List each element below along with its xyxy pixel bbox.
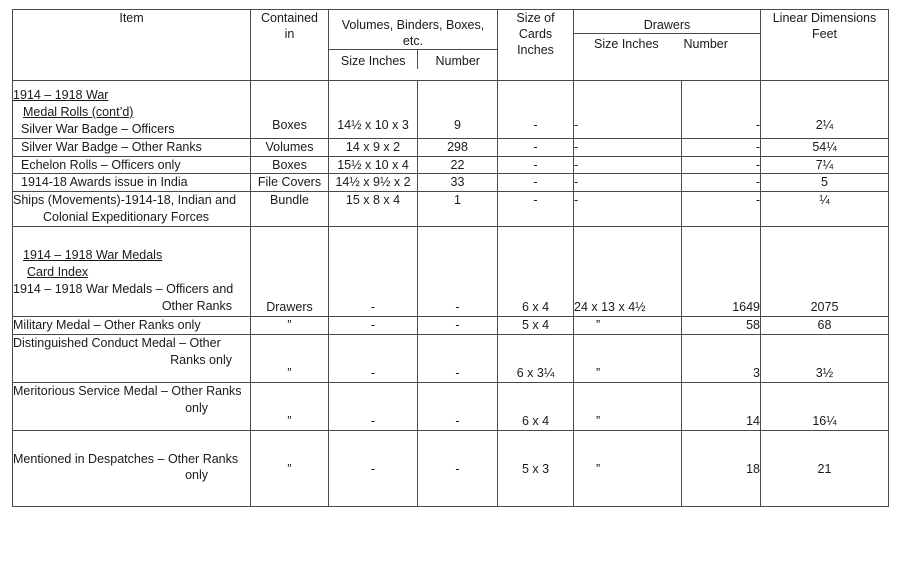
column-header-contained-in: [251, 10, 329, 81]
volume-number-cell: -: [418, 316, 498, 334]
item-cell: [13, 227, 251, 317]
header-drawers-size-line1: Size: [594, 37, 619, 51]
cards-size-cell: -: [498, 138, 574, 156]
volume-size-cell: -: [329, 227, 418, 317]
drawers-size-cell: ”: [574, 316, 682, 334]
row-item-label: 1914 – 1918 War Medals – Officers and: [13, 281, 234, 296]
volume-number-cell: 9: [418, 81, 498, 139]
volume-number-cell: 298: [418, 138, 498, 156]
table-row: [13, 430, 889, 507]
item-cell: [13, 382, 251, 430]
row-item-label-line2: Ranks only: [170, 352, 232, 367]
drawers-number-cell: 14: [682, 382, 761, 430]
linear-cell: 5: [761, 174, 889, 192]
linear-cell: 54¼: [761, 138, 889, 156]
volume-number-cell: -: [418, 227, 498, 317]
row-item-label-line2: only: [185, 400, 208, 415]
item-cell: [13, 334, 251, 382]
linear-cell: ¼: [761, 192, 889, 227]
volume-size-cell: -: [329, 316, 418, 334]
cards-size-cell: -: [498, 156, 574, 174]
volume-number-cell: 1: [418, 192, 498, 227]
header-cards-line1: Size of: [516, 11, 555, 25]
cards-size-cell: 6 x 4: [498, 227, 574, 317]
header-volumes-number: Number: [417, 50, 497, 69]
row-item-label: Ships (Movements)-1914-18, Indian and: [13, 193, 237, 208]
volume-size-cell: 14½ x 10 x 3: [329, 81, 418, 139]
row-item-label: 1914-18 Awards issue in India: [21, 175, 188, 190]
column-header-item: [13, 10, 251, 81]
contained-in-cell: ”: [251, 316, 329, 334]
row-item-label-line2: only: [185, 468, 208, 483]
header-linear-line2: Feet: [811, 27, 837, 41]
drawers-size-cell: ”: [574, 334, 682, 382]
volume-number-cell: -: [418, 382, 498, 430]
row-item-label-line2: Colonial Expeditionary Forces: [43, 210, 210, 225]
volume-size-cell: -: [329, 430, 418, 507]
drawers-size-cell: ”: [574, 382, 682, 430]
header-drawers-size: [574, 36, 681, 52]
linear-cell: 16¼: [761, 382, 889, 430]
column-header-linear-dimensions: [761, 10, 889, 81]
cards-size-cell: -: [498, 174, 574, 192]
contained-in-cell: Bundle: [251, 192, 329, 227]
header-item-label: Item: [119, 11, 144, 25]
column-header-size-of-cards: [498, 10, 574, 81]
contained-in-cell: Drawers: [251, 227, 329, 317]
row-item-label: Mentioned in Despatches – Other Ranks: [13, 451, 239, 466]
volume-size-cell: -: [329, 382, 418, 430]
contained-in-cell: ”: [251, 430, 329, 507]
table-row: [13, 81, 889, 139]
contained-in-cell: ”: [251, 334, 329, 382]
item-cell: [13, 81, 251, 139]
drawers-number-cell: 1649: [682, 227, 761, 317]
header-contained-line2: in: [284, 27, 295, 41]
volumes-subheaders: [329, 50, 497, 69]
row-item-label: Distinguished Conduct Medal – Other: [13, 335, 221, 350]
table-row: [13, 174, 889, 192]
drawers-size-cell: -: [574, 192, 682, 227]
header-volumes-line1: Volumes, Binders, Boxes,: [341, 18, 485, 32]
linear-cell: 2075: [761, 227, 889, 317]
volume-number-cell: 22: [418, 156, 498, 174]
item-cell: [13, 430, 251, 507]
header-volumes-size: Size Inches: [340, 54, 406, 68]
cards-size-cell: 5 x 3: [498, 430, 574, 507]
cards-size-cell: -: [498, 81, 574, 139]
row-item-label: Silver War Badge – Other Ranks: [21, 139, 202, 154]
drawers-number-cell: 3: [682, 334, 761, 382]
table-header: [13, 10, 889, 81]
inventory-table: [12, 9, 889, 507]
drawers-subheaders: [574, 34, 760, 52]
contained-in-cell: Boxes: [251, 156, 329, 174]
linear-cell: 21: [761, 430, 889, 507]
table-row: [13, 316, 889, 334]
header-row: [13, 10, 889, 81]
cards-size-cell: -: [498, 192, 574, 227]
volume-number-cell: 33: [418, 174, 498, 192]
drawers-number-cell: -: [682, 174, 761, 192]
section-subheading-2: Card Index: [27, 264, 89, 279]
drawers-number-cell: -: [682, 138, 761, 156]
drawers-size-cell: 24 x 13 x 4½: [574, 227, 682, 317]
drawers-size-cell: -: [574, 138, 682, 156]
header-contained-line1: Contained: [261, 11, 318, 25]
linear-cell: 7¼: [761, 156, 889, 174]
drawers-number-cell: 18: [682, 430, 761, 507]
cards-size-cell: 6 x 3¼: [498, 334, 574, 382]
drawers-number-cell: -: [682, 192, 761, 227]
item-cell: [13, 138, 251, 156]
table-row: [13, 227, 889, 317]
drawers-number-cell: -: [682, 81, 761, 139]
header-linear-line1: Linear Dimensions: [772, 11, 877, 25]
item-cell: [13, 316, 251, 334]
contained-in-cell: File Covers: [251, 174, 329, 192]
cards-size-cell: 6 x 4: [498, 382, 574, 430]
volume-number-cell: -: [418, 334, 498, 382]
linear-cell: 3½: [761, 334, 889, 382]
contained-in-cell: ”: [251, 382, 329, 430]
drawers-number-cell: -: [682, 156, 761, 174]
header-drawers-label: Drawers: [643, 18, 691, 32]
row-item-label-line2: Other Ranks: [161, 298, 232, 313]
contained-in-cell: Volumes: [251, 138, 329, 156]
item-cell: [13, 192, 251, 227]
table-row: [13, 156, 889, 174]
section-heading-2: 1914 – 1918 War Medals: [23, 248, 163, 262]
table-row: [13, 192, 889, 227]
item-cell: [13, 156, 251, 174]
column-header-drawers-group: [574, 10, 761, 81]
table-row: [13, 334, 889, 382]
contained-in-cell: Boxes: [251, 81, 329, 139]
volume-size-cell: 15½ x 10 x 4: [329, 156, 418, 174]
volume-size-cell: 14½ x 9½ x 2: [329, 174, 418, 192]
volume-size-cell: -: [329, 334, 418, 382]
section-heading-1: 1914 – 1918 War: [13, 88, 109, 102]
linear-cell: 2¼: [761, 81, 889, 139]
drawers-size-cell: -: [574, 81, 682, 139]
drawers-number-cell: 58: [682, 316, 761, 334]
header-drawers-number: Number: [683, 37, 728, 51]
table-row: [13, 138, 889, 156]
row-item-label: Meritorious Service Medal – Other Ranks: [13, 383, 242, 398]
volume-number-cell: -: [418, 430, 498, 507]
cards-size-cell: 5 x 4: [498, 316, 574, 334]
row-item-label: Echelon Rolls – Officers only: [21, 157, 181, 172]
header-cards-line2: Cards: [518, 27, 553, 41]
row-item-label: Military Medal – Other Ranks only: [13, 317, 201, 332]
item-cell: [13, 174, 251, 192]
header-drawers-size-line2: Inches: [621, 37, 659, 51]
volume-size-cell: 15 x 8 x 4: [329, 192, 418, 227]
volume-size-cell: 14 x 9 x 2: [329, 138, 418, 156]
section-subheading-1: Medal Rolls (cont’d): [23, 104, 134, 119]
table-row: [13, 382, 889, 430]
row-item-label: Silver War Badge – Officers: [21, 121, 175, 136]
drawers-size-cell: -: [574, 174, 682, 192]
linear-cell: 68: [761, 316, 889, 334]
drawers-size-cell: ”: [574, 430, 682, 507]
column-header-volumes-group: [329, 10, 498, 81]
header-volumes-line2: etc.: [402, 34, 424, 48]
header-cards-line3: Inches: [517, 43, 554, 57]
table-body: [13, 81, 889, 507]
drawers-size-cell: -: [574, 156, 682, 174]
